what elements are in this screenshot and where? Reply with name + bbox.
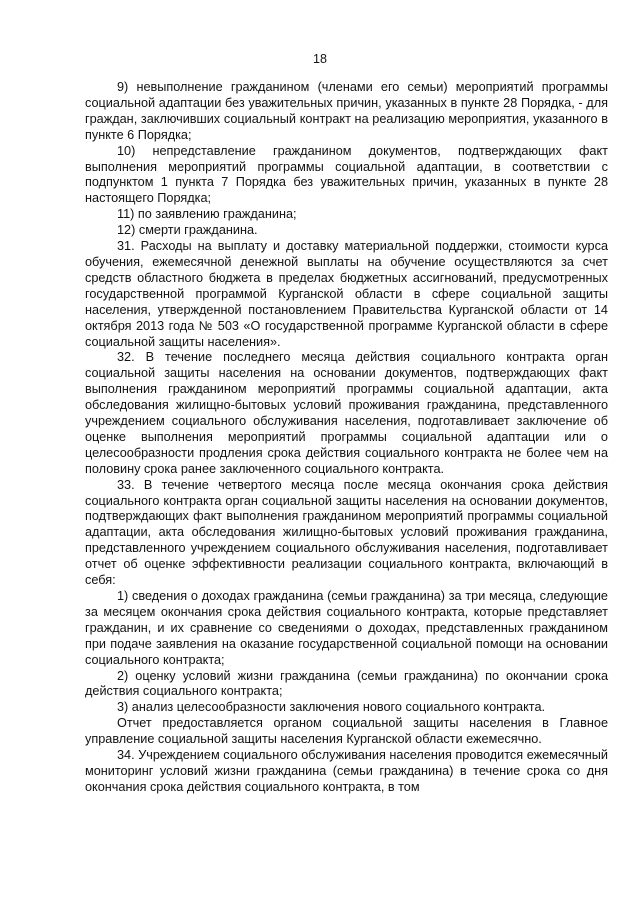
paragraph-item-10: 10) непредставление гражданином документов, подтверждающих факт выполнения мероприятий программы социальной адаптации, в соответствии с подпунктом 1 пункта 7 Порядка без уважительных причин, указанных в пункте 28 настоящего Порядка;: [85, 143, 608, 206]
paragraph-report-note: Отчет предоставляется органом социальной защиты населения в Главное управление социальной защиты населения Курганской области ежемесячно.: [85, 716, 608, 747]
paragraph-item-9: 9) невыполнение гражданином (членами его семьи) мероприятий программы социальной адаптации без уважительных причин, указанных в пункте 28 Порядка, - для граждан, заключивших социальный контракт на реализацию мероприятия, указанного в пункте 6 Порядка;: [85, 80, 608, 142]
paragraph-clause-31: 31. Расходы на выплату и доставку материальной поддержки, стоимости курса обучения, ежемесячной денежной выплаты на обучение осуществляются за счет средств областного бюджета в пределах бюджетных ассигнований, предусмотренных государственной программой Курганской области в сфере социальной защиты населения, утвержденной постановлением Правительства Курганской области от 14 октября 2013 года № 503 «О государственной программе Курганской области в сфере социальной защиты населения».: [85, 239, 608, 349]
paragraph-clause-32: 32. В течение последнего месяца действия социального контракта орган социальной защиты населения на основании документов, подтверждающих факт выполнения гражданином мероприятий программы социальной адаптации, акта обследования жилищно-бытовых условий проживания гражданина, представленного учреждением социального обслуживания населения, подготавливает заключение об оценке выполнения мероприятий программы социальной адаптации или о целесообразности продления срока действия социального контракта не более чем на половину срока ранее заключенного социального контракта.: [85, 350, 608, 476]
document-body: [85, 80, 608, 796]
paragraph-clause-34: 34. Учреждением социального обслуживания населения проводится ежемесячный мониторинг условий жизни гражданина (семьи гражданина) в течение срока со дня окончания срока действия социального контракта, в том: [85, 748, 608, 794]
paragraph-item-11: 11) по заявлению гражданина;: [117, 207, 297, 222]
paragraph-subitem-1: 1) сведения о доходах гражданина (семьи гражданина) за три месяца, следующие за месяцем окончания срока действия социального контракта, которые представляет гражданин, и их сравнение со сведениями о доходах, представленных гражданином при подаче заявления на оказание государственной социальной помощи на основании социального контракта;: [85, 589, 608, 667]
page-number: 18: [313, 52, 327, 66]
paragraph-subitem-3: 3) анализ целесообразности заключения нового социального контракта.: [117, 700, 546, 715]
paragraph-subitem-2: 2) оценку условий жизни гражданина (семьи гражданина) по окончании срока действия социального контракта;: [85, 668, 608, 699]
paragraph-item-12: 12) смерти гражданина.: [117, 223, 258, 238]
paragraph-clause-33: 33. В течение четвертого месяца после месяца окончания срока действия социального контракта орган социальной защиты населения на основании документов, подтверждающих факт выполнения гражданином мероприятий программы социальной адаптации, акта обследования жилищно-бытовых условий проживания гражданина, представленного учреждением социального обслуживания населения, подготавливает отчет об оценке эффективности реализации социального контракта, включающий в себя:: [85, 477, 608, 588]
